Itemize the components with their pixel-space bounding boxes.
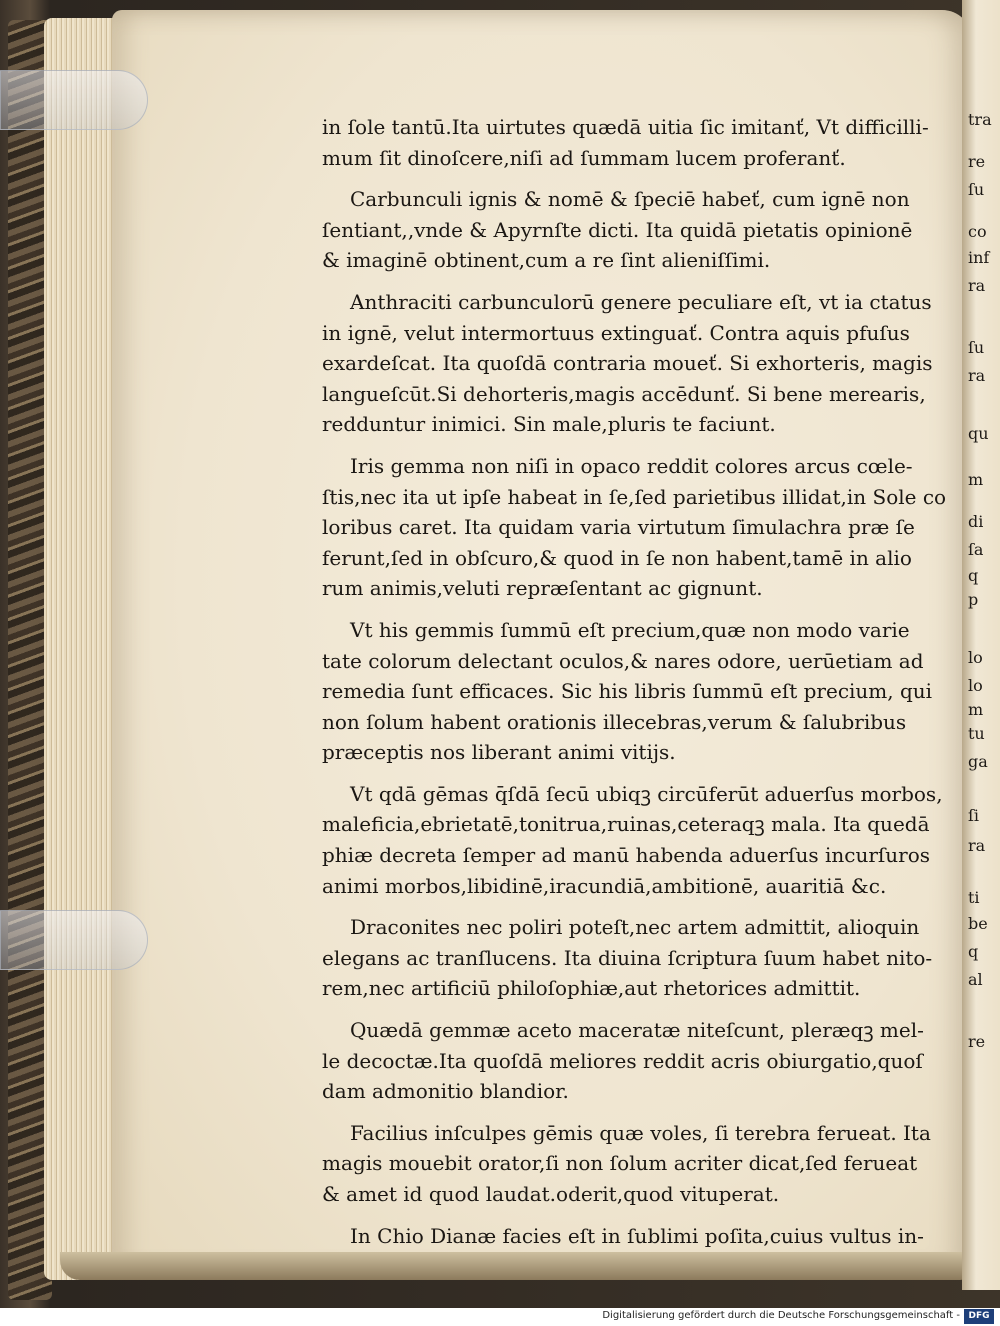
text-line: le decoctæ.Ita quoſdā meliores reddit acris obiurgatio,quoſ — [322, 1048, 923, 1073]
facing-page-fragment: p — [968, 590, 979, 609]
paragraph — [322, 451, 947, 604]
facing-page-fragment: re — [968, 1032, 986, 1051]
facing-page-fragment: tu — [968, 724, 985, 743]
facing-page-fragment: ra — [968, 836, 986, 855]
page-clip-bottom — [0, 910, 148, 970]
text-line: rem,nec artificiū philoſophiæ,aut rhetorices admittit. — [322, 976, 861, 1001]
text-line: animi morbos,libidinē,iracundiā,ambitionē, auaritiā &c. — [322, 873, 887, 898]
text-line: in ſole tantū.Ita uirtutes quædā uitia ſic imitanť, Vt difficilli- — [322, 115, 929, 139]
dfg-logo-icon: DFG — [964, 1309, 994, 1324]
text-line: Carbunculi ignis & nomē & ſpeciē habeť, cum ignē non — [350, 187, 910, 212]
facing-page-fragment: q — [968, 942, 979, 961]
paragraph — [322, 184, 918, 276]
text-line: tate colorum delectant oculos,& nares odore, uerūetiam ad — [322, 648, 924, 673]
text-line: dam admonitio blandior. — [322, 1079, 569, 1104]
text-line: loribus caret. Ita quidam varia virtutum ſimulachra præ ſe — [322, 515, 915, 540]
text-line: magis mouebit orator,ſi non ſolum acriter dicat,ſed ferueat — [322, 1151, 918, 1176]
text-line: Draconites nec poliri poteſt,nec artem admittit, alioquin — [350, 915, 920, 940]
text-line: & imaginē obtinent,cum a re ſint alieniſſimi. — [322, 248, 771, 273]
paragraph — [322, 1118, 931, 1210]
facing-page-fragment: tra — [968, 110, 992, 129]
facing-page-fragment: ga — [968, 752, 988, 771]
text-line: præceptis nos liberant animi vitijs. — [322, 740, 676, 765]
text-line: langueſcūt.Si dehorteris,magis accēdunť. Si bene merearis, — [322, 381, 926, 406]
paragraph — [322, 779, 943, 901]
facing-page-edge — [962, 0, 1000, 1290]
footer-bar — [0, 1308, 1000, 1326]
facing-page-fragment: ſa — [968, 540, 984, 559]
text-line: Iris gemma non niſi in opaco reddit colores arcus cœle- — [350, 453, 913, 478]
paragraph — [322, 615, 933, 768]
facing-page-fragment: lo — [968, 648, 983, 667]
facing-page-fragment: ſi — [968, 806, 980, 825]
text-line: ferunt,ſed in obſcuro,& quod in ſe non habent,tamē in alio — [322, 545, 912, 570]
funding-credit: Digitalisierung gefördert durch die Deutsche Forschungsgemeinschaft - — [602, 1310, 960, 1321]
facing-page-fragment: ra — [968, 366, 986, 385]
text-line: Quædā gemmæ aceto maceratæ niteſcunt, pleræqꝫ mel- — [350, 1018, 924, 1043]
text-line: redduntur inimici. Sin male,pluris te faciunt. — [322, 412, 776, 437]
facing-page-fragment: co — [968, 222, 987, 241]
text-line: Vt qdā gēmas q̄ſdā ſecū ubiqꝫ circūferūt aduerſus morbos, — [350, 781, 943, 806]
text-line: maleficia,ebrietatē,tonitrua,ruinas,ceteraqꝫ mala. Ita quedā — [322, 812, 930, 837]
text-line: & amet id quod laudat.oderit,quod vituperat. — [322, 1182, 780, 1206]
paragraph — [322, 112, 929, 173]
text-line: ſtis,nec ita ut ipſe habeat in ſe,ſed parietibus illidat,in Sole co — [322, 484, 947, 509]
text-line: In Chio Dianæ facies eſt in ſublimi poſita,cuius vultus in- — [350, 1223, 924, 1248]
paragraph — [322, 287, 933, 440]
facing-page-fragment: qu — [968, 424, 989, 443]
facing-page-fragment: lo — [968, 676, 983, 695]
paragraph — [322, 1221, 924, 1252]
facing-page-fragment: q — [968, 566, 979, 585]
facing-page-fragment: ſu — [968, 180, 985, 199]
text-line: exardeſcat. Ita quoſdā contraria moueť. Si exhorteris, magis — [322, 351, 933, 376]
text-line: Anthraciti carbunculorū genere peculiare eſt, vt ia ctatus — [350, 289, 932, 314]
text-line: rum animis,veluti repræſentant ac gignunt. — [322, 576, 763, 601]
facing-page-fragment: inf — [968, 248, 990, 267]
paragraph — [322, 1015, 924, 1107]
text-line: Facilius inſculpes gēmis quæ voles, ſi terebra ferueat. Ita — [350, 1120, 931, 1145]
text-line: Vt his gemmis ſummū eſt precium,quæ non modo varie — [350, 617, 910, 642]
text-line: ſentiant,‚vnde & Apyrnſte dicti. Ita quidā pietatis opinionē — [322, 217, 913, 242]
facing-page-fragment: m — [968, 470, 984, 489]
facing-page-fragment: al — [968, 970, 983, 989]
page-clip-top — [0, 70, 148, 130]
facing-page-fragment: be — [968, 914, 988, 933]
paragraph — [322, 912, 933, 1004]
facing-page-fragment: di — [968, 512, 984, 531]
facing-page-fragment: ti — [968, 888, 980, 907]
text-line: in ignē, velut intermortuus extinguať. Contra aquis pfuſus — [322, 320, 910, 345]
page-text-block — [322, 112, 947, 1262]
text-line: elegans ac tranſlucens. Ita diuina ſcriptura ſuum habet nito- — [322, 945, 933, 970]
facing-page-fragment: ra — [968, 276, 986, 295]
facing-page-fragment: m — [968, 700, 984, 719]
text-line: mum ſit dinoſcere,niſi ad ſummam lucem proferanť. — [322, 145, 846, 170]
text-line: non ſolum habent orationis illecebras,verum & ſalubribus — [322, 709, 907, 734]
text-line: remedia ſunt efficaces. Sic his libris ſummū eſt precium, qui — [322, 679, 933, 704]
facing-page-fragment: ſu — [968, 338, 985, 357]
text-line: phiæ decreta ſemper ad manū habenda aduerſus incurſuros — [322, 843, 931, 868]
facing-page-fragment: re — [968, 152, 986, 171]
